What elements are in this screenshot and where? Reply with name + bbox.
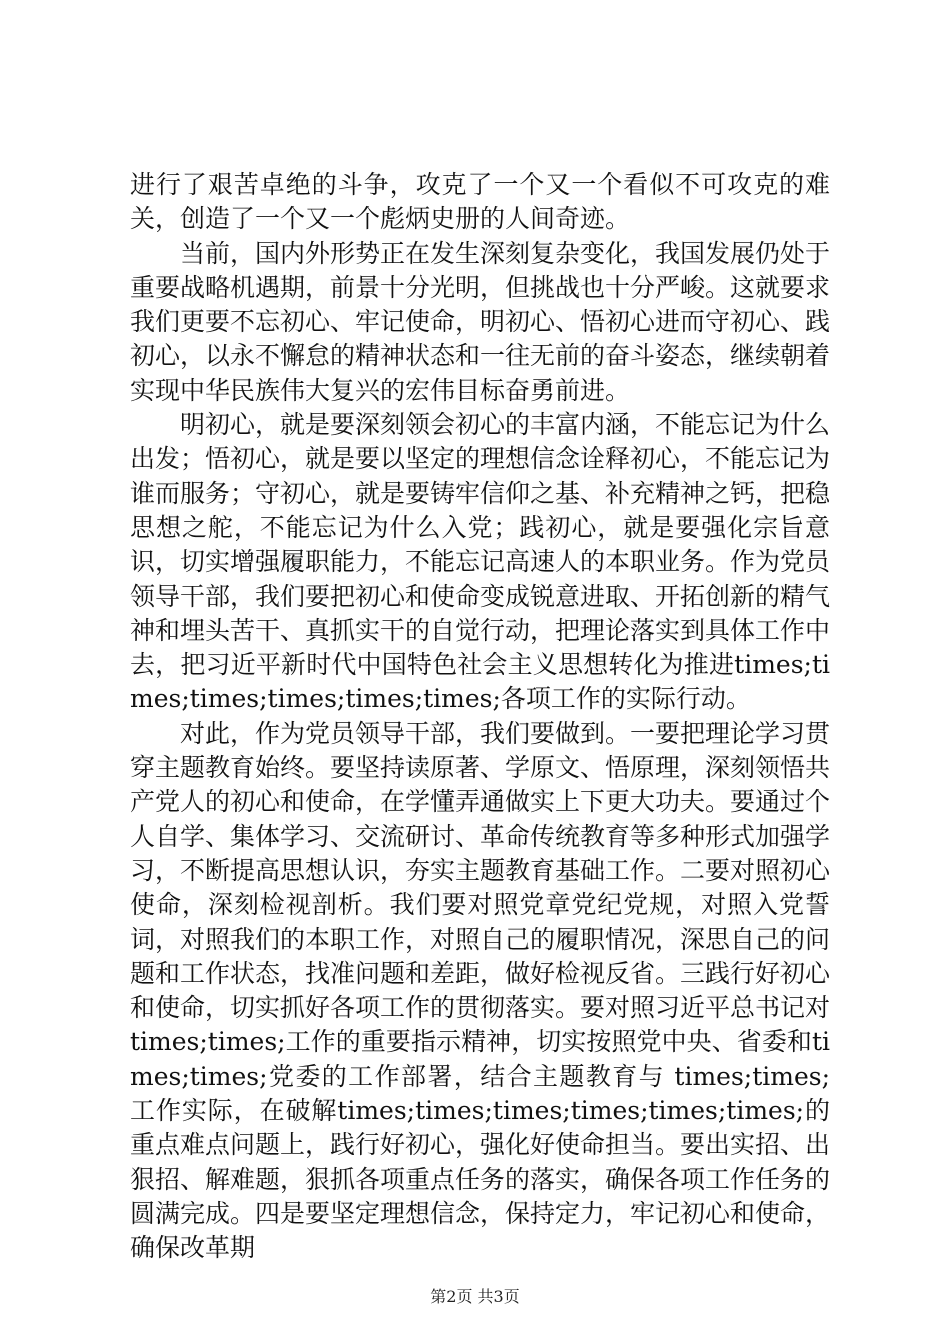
paragraph-4: 对此，作为党员领导干部，我们要做到。一要把理论学习贯穿主题教育始终。要坚持读原著、学原文、悟原理，深刻领悟共产党人的初心和使命，在学懂弄通做实上下更大功夫。要通过个人自学、集体学习、交流研讨、革命传统教育等多种形式加强学习，不断提高思想认识，夯实主题教育基础工作。二要对照初心使命，深刻检视剖析。我们要对照党章党纪党规，对照入党誓词，对照我们的本职工作，对照自己的履职情况，深思自己的问题和工作状态，找准问题和差距，做好检视反省。三践行好初心和使命，切实抓好各项工作的贯彻落实。要对照习近平总书记对times;times;工作的重要指示精神，切实按照党中央、省委和times;times;党委的工作部署，结合主题教育与 times;times; 工作实际，在破解times;times;times;times;times;times;的重点难点问题上，践行好初心，强化好使命担当。要出实招、出狠招、解难题，狠抓各项重点任务的落实，确保各项工作任务的圆满完成。四是要坚定理想信念，保持定力，牢记初心和使命，确保改革期 (130, 718, 831, 1263)
paragraph-1: 进行了艰苦卓绝的斗争，攻克了一个又一个看似不可攻克的难关，创造了一个又一个彪炳史册的人间奇迹。 (130, 170, 830, 234)
page-footer: 第2页 共3页 (430, 1287, 520, 1306)
paragraph-2: 当前，国内外形势正在发生深刻复杂变化，我国发展仍处于重要战略机遇期，前景十分光明，但挑战也十分严峻。这就要求我们更要不忘初心、牢记使命，明初心、悟初心进而守初心、践初心，以永不懈怠的精神状态和一往无前的奋斗姿态，继续朝着实现中华民族伟大复兴的宏伟目标奋勇前进。 (130, 238, 831, 405)
paragraph-3: 明初心，就是要深刻领会初心的丰富内涵，不能忘记为什么出发；悟初心，就是要以坚定的理想信念诠释初心，不能忘记为谁而服务；守初心，就是要铸牢信仰之基、补充精神之钙，把稳思想之舵，不能忘记为什么入党；践初心，就是要强化宗旨意识，切实增强履职能力，不能忘记高速人的本职业务。作为党员领导干部，我们要把初心和使命变成锐意进取、开拓创新的精气神和埋头苦干、真抓实干的自觉行动，把理论落实到具体工作中去，把习近平新时代中国特色社会主义思想转化为推进times;times;times;times;times;times;各项工作的实际行动。 (130, 410, 831, 714)
body-text (130, 168, 830, 1266)
